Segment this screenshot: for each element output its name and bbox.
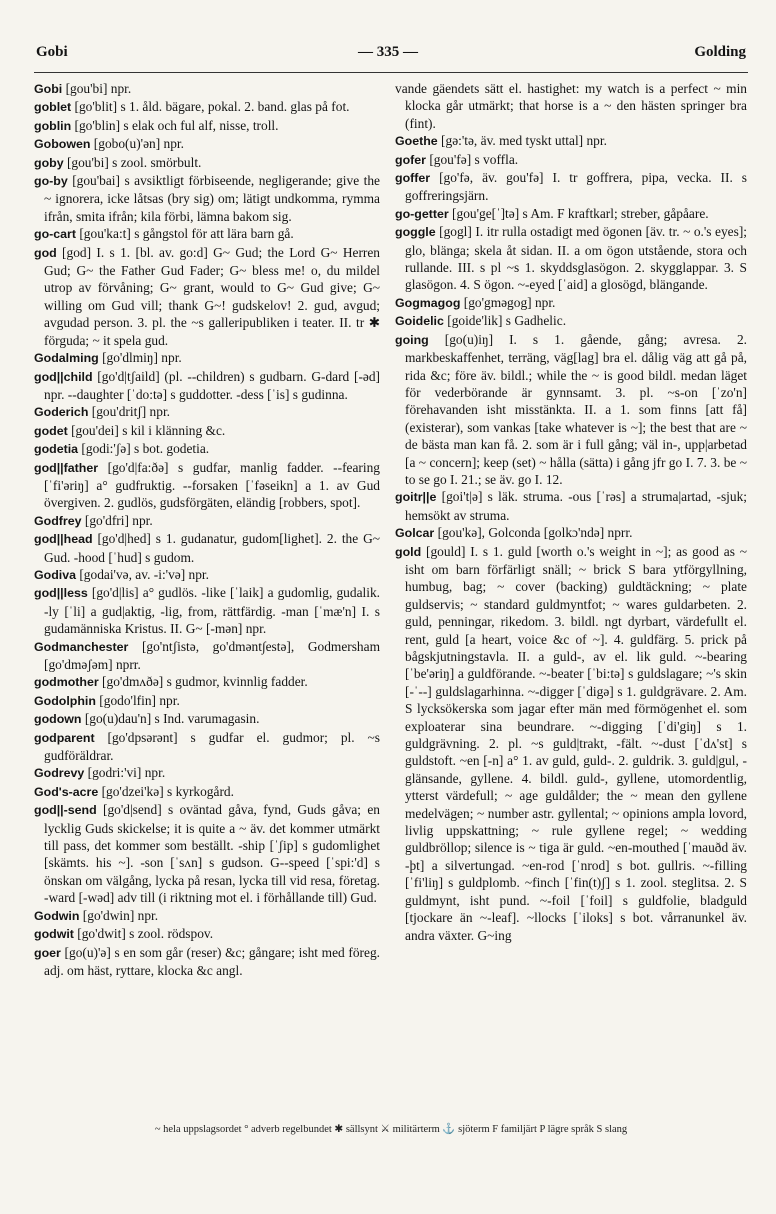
dictionary-entry xyxy=(34,244,380,349)
entry-headword: god||head xyxy=(34,532,93,547)
entry-definition: [goide'lik] s Gadhelic. xyxy=(443,313,567,329)
entry-headword: god||child xyxy=(34,369,93,384)
entry-definition: [godo'lfin] npr. xyxy=(95,692,180,708)
entry-definition: [gou'dei] s kil i klänning &c. xyxy=(67,422,226,438)
entry-definition: [go'dpsərənt] s gudfar el. gudmor; pl. ~s gudföräldrar. xyxy=(44,729,380,764)
dictionary-entry xyxy=(395,223,747,294)
dictionary-entry xyxy=(34,764,380,782)
entry-definition: [go'd|tʃaild] (pl. --children) s gudbarn. G-dard [-əd] npr. --daughter [ˈdo:tə] s guddotter. -dess [ˈis] s gudinna. xyxy=(44,368,380,402)
dictionary-entry xyxy=(34,673,380,691)
entry-headword: godet xyxy=(34,423,68,438)
page-number: — 335 — xyxy=(358,44,418,60)
entry-definition: [gou'ge[ˈ]tə] s Am. F kraftkarl; streber, gåpåare. xyxy=(448,205,709,221)
entry-headword: Gobi xyxy=(34,82,63,96)
entry-headword: Godrevy xyxy=(34,766,85,781)
entry-headword: goggle xyxy=(395,225,436,240)
entry-headword: goer xyxy=(34,945,61,960)
entry-definition: [go(u)dau'n] s Ind. varumagasin. xyxy=(81,711,260,727)
entry-headword: godown xyxy=(34,712,82,727)
entry-definition: [go'ntʃistə, go'dmənt∫estə], Godmersham [go'dməʃəm] nprr. xyxy=(44,638,380,672)
entry-headword: gofer xyxy=(395,152,426,167)
entry-headword: Gobowen xyxy=(34,137,91,152)
dictionary-entry xyxy=(34,801,380,906)
entry-definition: [go'gməgog] npr. xyxy=(460,294,556,310)
dictionary-entry xyxy=(34,783,380,801)
entry-headword: godetia xyxy=(34,442,79,457)
dictionary-entry xyxy=(395,488,747,524)
dictionary-entry xyxy=(34,403,380,421)
dictionary-entry xyxy=(34,422,380,440)
entry-headword: Goethe xyxy=(395,134,438,149)
left-column xyxy=(34,80,380,979)
entry-definition: [godri:'vi] npr. xyxy=(84,765,166,781)
entry-headword: goblet xyxy=(34,100,72,115)
entry-headword: go-getter xyxy=(395,206,449,221)
entry-headword: God's-acre xyxy=(34,784,99,799)
entry-headword: goblin xyxy=(34,118,72,133)
entry-headword: goby xyxy=(34,155,64,170)
entry-definition: [goi't|ə] s läk. struma. -ous [ˈrəs] a struma|artad, -sjuk; hemsökt av struma. xyxy=(405,489,747,523)
entry-definition: [gobo(u)'ən] npr. xyxy=(90,136,184,152)
dictionary-entry xyxy=(34,80,380,98)
entry-headword: Goderich xyxy=(34,405,89,420)
header-rule xyxy=(34,72,748,73)
entry-definition: [gogl] I. itr rulla ostadigt med ögonen [äv. tr. ~ o.'s eyes]; glo, blänga; skela åt sidan. II. a om ögon utstående, stora och rullande. III. s pl ~s 1. skyddsglasögon. 2. skygglappar. 3. S glasögon. 4. S ögon. ~-eyed [ˈaid] a glosögd, blängande. xyxy=(405,224,747,293)
entry-headword: god||less xyxy=(34,586,88,601)
dictionary-entry xyxy=(34,907,380,925)
entry-headword: goitr||e xyxy=(395,490,437,505)
entry-definition: vande gäendets sätt el. hastighet: my watch is a perfect ~ min klocka går utmärkt; that horse is a ~ den hästen springer bra (fint). xyxy=(395,81,747,131)
entry-headword: Godfrey xyxy=(34,513,82,528)
entry-definition: [go'dlmiŋ] npr. xyxy=(98,350,182,366)
dictionary-entry xyxy=(34,692,380,710)
dictionary-entry xyxy=(395,543,747,944)
dictionary-entry xyxy=(395,205,747,223)
entry-headword: goffer xyxy=(395,171,431,186)
entry-headword: god||father xyxy=(34,460,99,475)
entry-definition: [go'dfri] npr. xyxy=(81,512,153,528)
dictionary-entry xyxy=(395,132,747,150)
dictionary-entry xyxy=(34,459,380,512)
header-right-guideword: Golding xyxy=(694,44,746,60)
entry-headword: Godolphin xyxy=(34,693,96,708)
entry-headword: Golcar xyxy=(395,526,435,541)
dictionary-entry xyxy=(395,151,747,169)
entry-definition: [go'blit] s 1. åld. bägare, pokal. 2. band. glas på fot. xyxy=(71,99,350,115)
entry-definition: [gou'bai] s avsiktligt förbiseende, negligerande; give the ~ ignorera, icke låtsas (bry sig) om; lätigt undkomma, rymma ifrån, smita ifrån; kila förbi, lämna bakom sig. xyxy=(44,173,380,224)
entry-definition: [go'dzei'kə] s kyrkogård. xyxy=(98,783,234,799)
right-column xyxy=(395,80,747,944)
dictionary-entry xyxy=(34,368,380,404)
entry-definition: [gould] I. s 1. guld [worth o.'s weight in ~]; as good as ~ isht om barn förfärligt snäll; ~ brick S bara ytförgyllning, humbug, bag; ~ cover (backing) guldtäckning; ~ plate guldservis; ~ standard guldmyntfot; ~ wares guldarbeten. 2. guld, penningar, rikedom. 3. bildl. ngt dyrbart, värdefullt el. rent, guld [a heart, voice &c of ~]. 4. guldfärg. 5. prick på bågskjutningstavla. II. a guld-, av el. lik guld. ~-bearing [ˈbe'əriŋ] a guldförande. ~-beater [ˈbi:tə] s guldslagare; ~'s skin [-ˈ--] guldslagarhinna. ~-digger [ˈdigə] s 1. guldgrävare. 2. Am. S lycksökerska som jagar efter män med förmögenhet el. som exploaterar sina beundrare. ~-digging [ˈdi'giŋ] s 1. guldgrävning. 2. pl. ~s guld|trakt, -fält. ~-dust [ˈdʌ'st] s guldstoft. ~en [-n] a° 1. av guld, guld-. 2. guldrik. 3. guld|gul, -glänsande, gyllene. 4. bildl. guld-, gyllene, utomordentlig, ytterst värdefull; ~ age guldålder; the ~ mean den gyllene medelvägen; ~ number astr. gyllental; ~ opinions ampla lovord, livlig uppskattning; ~ rule gyllene regel; ~ wedding guldbröllop; silence is ~ tiga är guld. ~en-mouthed [ˈmauðd äv. -þt] a silvertungad. ~en-rod [ˈnrod] s bot. gullris. ~-filling [ˈfi'liŋ] s guldplomb. ~finch [ˈfin(t)ʃ] s 1. zool. steglitsa. 2. S guldmynt, isht pund. ~-foil [ˈfoil] s guldfolie, bladguld [tjockare än ~-leaf]. ~llocks [ˈiloks] s bot. vårranunkel äv. andra växter. G~ing xyxy=(405,543,747,943)
entry-definition: [go'd|fa:ðə] s gudfar, manlig fadder. --fearing [ˈfi'əriŋ] a° gudfruktig. --forsaken [ˈfəseikn] a 1. av Gud övergiven. 2. gudlös, gudsförgäten, eländig [robbers, spot]. xyxy=(44,459,380,511)
dictionary-entry xyxy=(34,440,380,458)
dictionary-entry xyxy=(395,294,747,312)
dictionary-entry xyxy=(395,331,747,489)
dictionary-entry xyxy=(34,135,380,153)
entry-definition: [go(u)'ə] s en som går (reser) &c; gångare; isht med föreg. adj. om häst, ryttare, klocka &c angl. xyxy=(44,944,380,978)
entry-definition: [go'd|send] s oväntad gåva, fynd, Guds gåva; en lycklig Guds skickelse; it is quite a ~ äv. det kommer utmärkt till pass, det kommer som beställt. -ship [ˈʃip] s gudomlighet [skämts. his ~]. -son [ˈsʌn] s gudson. G--speed [ˈspi:'d] s önskan om välgång, lycka på resan, lycka till vid resa, företag. -ward [-wəd] adv till (i riktning mot el. i förhållande till) Gud. xyxy=(44,802,380,906)
entry-definition: [go'fə, äv. gou'fə] I. tr goffrera, pipa, vecka. II. s goffreringsjärn. xyxy=(405,170,747,204)
dictionary-entry xyxy=(34,154,380,172)
dictionary-entry xyxy=(34,729,380,765)
entry-headword: go-cart xyxy=(34,227,76,242)
entry-headword: god||-send xyxy=(34,803,97,818)
entry-headword: godmother xyxy=(34,675,99,690)
entry-definition: [go'blin] s elak och ful alf, nisse, troll. xyxy=(71,117,279,133)
dictionary-entry xyxy=(34,117,380,135)
dictionary-entry xyxy=(34,584,380,637)
entry-headword: Godmanchester xyxy=(34,639,129,654)
entry-definition: [gou'bi] s zool. smörbult. xyxy=(63,154,202,170)
entry-definition: [go'd|hed] s 1. gudanatur, gudom[lighet]. 2. the G~ Gud. -hood [ˈhud] s gudom. xyxy=(44,531,380,565)
entry-definition: [gou'ka:t] s gångstol för att lära barn gå. xyxy=(76,226,294,242)
entry-definition: [gou'kə], Golconda [golkɔ'ndə] nprr. xyxy=(434,525,633,541)
entry-headword: gold xyxy=(395,544,422,559)
entry-headword: godparent xyxy=(34,730,95,745)
dictionary-entry xyxy=(34,172,380,225)
dictionary-entry xyxy=(34,944,380,980)
dictionary-entry xyxy=(34,638,380,674)
entry-definition: [gou'fə] s voffla. xyxy=(425,151,519,167)
entry-headword: Godwin xyxy=(34,908,80,923)
entry-headword: Godalming xyxy=(34,351,99,366)
entry-definition: [godai'və, av. -i:'və] npr. xyxy=(76,566,209,582)
entry-definition: [god] I. s 1. [bl. av. go:d] G~ Gud; the Lord G~ Herren Gud; G~ the Father Gud Fader; G~ bless me! o, du mildel utrop av förvåning; G~ grant, would to G~ Gud give; G~ willing om Gud vill; thank G~! gudskelov! 2. gud, avgud; avgudad person. 3. pl. the ~s galleripubliken i teater. II. tr ✱ förguda; ~ it spela gud. xyxy=(44,244,380,348)
dictionary-entry xyxy=(395,312,747,330)
entry-headword: Godiva xyxy=(34,567,76,582)
header-left-guideword: Gobi xyxy=(36,44,68,60)
entry-headword: godwit xyxy=(34,927,74,942)
entry-headword: Goidelic xyxy=(395,314,444,329)
entry-definition: [go(u)iŋ] I. s 1. gående, gång; avresa. 2. markbeskaffenhet, terräng, väg[lag] bra el. dålig väg att gå på, rida &c; före äv. bildl.; while the ~ is good bildl. medan läget för vederbörande är gynnsamt. 3. pl. ~s-on [ˈzo'n] förehavanden isht misstänkta. II. a 1. som finns [att få] (existerar), som vankas [take whatever is ~]; the best that are ~ de bästa man kan få. 2. som är i full gång; väl in-, upp|arbetad [a ~ concern]; keep (set) ~ hålla (sätta) i gång jfr go I. 7. 3. be ~ to se go I. 21.; se äv. go I. 12. xyxy=(405,331,747,487)
dictionary-entry xyxy=(34,98,380,116)
entry-definition: [go'dwit] s zool. rödspov. xyxy=(73,926,214,942)
entry-definition: [gou'bi] npr. xyxy=(62,81,132,96)
entry-definition: [gou'dritʃ] npr. xyxy=(88,404,171,420)
dictionary-entry xyxy=(34,349,380,367)
entry-headword: go-by xyxy=(34,174,68,189)
entry-headword: Gogmagog xyxy=(395,295,461,310)
entry-definition: [gə:'tə, äv. med tyskt uttal] npr. xyxy=(437,133,607,149)
abbreviation-key: ~ hela uppslagsordet ° adverb regelbundet ✱ sällsynt ⚔ militärterm ⚓ sjöterm F familjärt P lägre språk S slang xyxy=(154,1124,628,1135)
dictionary-entry xyxy=(395,169,747,205)
entry-headword: going xyxy=(395,332,429,347)
dictionary-entry xyxy=(34,530,380,566)
dictionary-entry xyxy=(395,80,747,132)
entry-definition: [go'd|lis] a° gudlös. -like [ˈlaik] a gudomlig, gudalik. -ly [ˈli] a gud|aktig, -lig, from, rättfärdig. -man [ˈmæ'n] I. s gudamänniska Kristus. II. G~ [-mən] npr. xyxy=(44,585,380,637)
dictionary-entry xyxy=(34,225,380,243)
entry-definition: [go'dwin] npr. xyxy=(79,907,159,923)
dictionary-entry xyxy=(34,512,380,530)
dictionary-entry xyxy=(34,925,380,943)
entry-definition: [godi:'ʃə] s bot. godetia. xyxy=(78,441,210,457)
dictionary-entry xyxy=(34,710,380,728)
dictionary-entry xyxy=(34,566,380,584)
entry-headword: god xyxy=(34,245,57,260)
dictionary-entry xyxy=(395,524,747,542)
entry-definition: [go'dmʌðə] s gudmor, kvinnlig fadder. xyxy=(98,674,308,690)
